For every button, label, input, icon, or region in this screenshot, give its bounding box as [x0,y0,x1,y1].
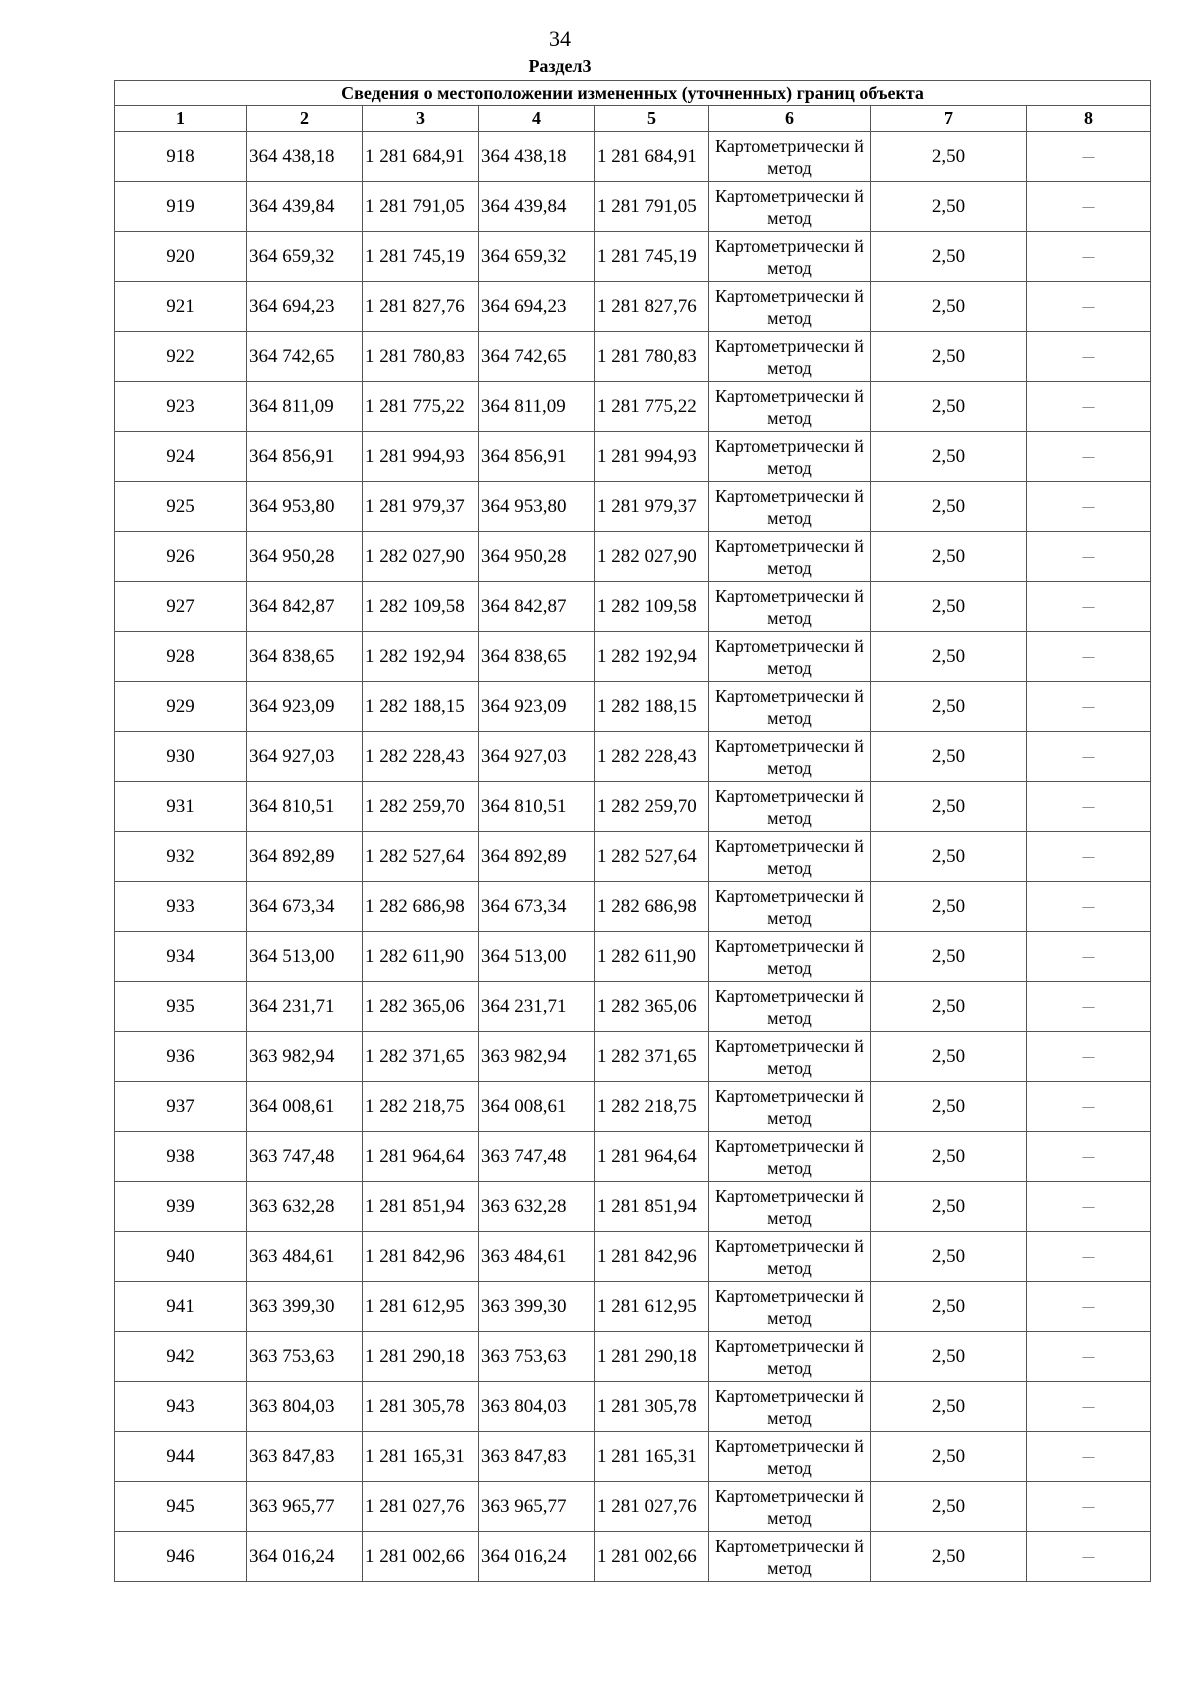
cell-method: Картометрически й метод [709,1032,871,1082]
cell-method: Картометрически й метод [709,682,871,732]
cell-y-new: 1 281 964,64 [595,1132,709,1182]
cell-x-old: 364 950,28 [247,532,363,582]
cell-method: Картометрически й метод [709,882,871,932]
cell-accuracy: 2,50 [871,1432,1027,1482]
table-row [115,982,1151,1032]
cell-x-old: 364 927,03 [247,732,363,782]
cell-method: Картометрически й метод [709,1432,871,1482]
cell-accuracy: 2,50 [871,1032,1027,1082]
cell-y-new: 1 281 002,66 [595,1532,709,1582]
cell-accuracy: 2,50 [871,182,1027,232]
cell-y-new: 1 282 686,98 [595,882,709,932]
cell-accuracy: 2,50 [871,932,1027,982]
cell-x-old: 364 810,51 [247,782,363,832]
cell-accuracy: 2,50 [871,282,1027,332]
cell-x-new: 364 694,23 [479,282,595,332]
table-row [115,932,1151,982]
cell-accuracy: 2,50 [871,132,1027,182]
cell-x-new: 363 982,94 [479,1032,595,1082]
cell-point-number: 941 [115,1282,247,1332]
coordinates-table [114,80,1151,1582]
cell-method: Картометрически й метод [709,1332,871,1382]
cell-y-new: 1 281 979,37 [595,482,709,532]
cell-x-new: 363 747,48 [479,1132,595,1182]
cell-description: — [1027,582,1151,632]
cell-x-new: 364 811,09 [479,382,595,432]
cell-y-new: 1 282 259,70 [595,782,709,832]
table-row [115,882,1151,932]
cell-x-new: 364 950,28 [479,532,595,582]
table-row [115,332,1151,382]
cell-x-new: 364 842,87 [479,582,595,632]
column-number-row [115,106,1151,132]
cell-x-old: 364 892,89 [247,832,363,882]
cell-point-number: 923 [115,382,247,432]
cell-description: — [1027,1532,1151,1582]
cell-x-new: 364 008,61 [479,1082,595,1132]
cell-y-new: 1 282 527,64 [595,832,709,882]
cell-point-number: 944 [115,1432,247,1482]
cell-method: Картометрически й метод [709,782,871,832]
cell-point-number: 918 [115,132,247,182]
cell-method: Картометрически й метод [709,982,871,1032]
table-row [115,682,1151,732]
cell-y-new: 1 282 228,43 [595,732,709,782]
cell-accuracy: 2,50 [871,1482,1027,1532]
cell-x-old: 364 016,24 [247,1532,363,1582]
table-row [115,1032,1151,1082]
cell-description: — [1027,1482,1151,1532]
cell-y-new: 1 281 684,91 [595,132,709,182]
table-row [115,782,1151,832]
cell-y-new: 1 281 842,96 [595,1232,709,1282]
cell-x-old: 363 965,77 [247,1482,363,1532]
column-number-3: 3 [363,106,479,132]
cell-x-old: 364 742,65 [247,332,363,382]
cell-method: Картометрически й метод [709,1382,871,1432]
cell-x-old: 363 753,63 [247,1332,363,1382]
cell-accuracy: 2,50 [871,782,1027,832]
cell-x-new: 364 923,09 [479,682,595,732]
cell-y-old: 1 282 188,15 [363,682,479,732]
cell-y-new: 1 281 994,93 [595,432,709,482]
cell-x-old: 364 438,18 [247,132,363,182]
cell-point-number: 922 [115,332,247,382]
cell-point-number: 926 [115,532,247,582]
cell-accuracy: 2,50 [871,1532,1027,1582]
cell-method: Картометрически й метод [709,532,871,582]
cell-point-number: 932 [115,832,247,882]
cell-description: — [1027,232,1151,282]
cell-point-number: 925 [115,482,247,532]
cell-y-old: 1 282 192,94 [363,632,479,682]
table-row [115,532,1151,582]
cell-x-new: 363 847,83 [479,1432,595,1482]
table-row [115,1432,1151,1482]
cell-y-old: 1 282 686,98 [363,882,479,932]
cell-accuracy: 2,50 [871,732,1027,782]
cell-x-new: 364 838,65 [479,632,595,682]
cell-y-old: 1 281 780,83 [363,332,479,382]
cell-y-old: 1 281 612,95 [363,1282,479,1332]
column-number-5: 5 [595,106,709,132]
cell-description: — [1027,1282,1151,1332]
cell-x-new: 364 659,32 [479,232,595,282]
cell-x-old: 364 673,34 [247,882,363,932]
cell-accuracy: 2,50 [871,982,1027,1032]
cell-method: Картометрически й метод [709,1532,871,1582]
cell-method: Картометрически й метод [709,582,871,632]
cell-method: Картометрически й метод [709,1132,871,1182]
cell-accuracy: 2,50 [871,882,1027,932]
table-row [115,282,1151,332]
cell-description: — [1027,282,1151,332]
cell-y-old: 1 281 994,93 [363,432,479,482]
table-row [115,1282,1151,1332]
cell-description: — [1027,1232,1151,1282]
table-row [115,732,1151,782]
cell-y-old: 1 282 027,90 [363,532,479,582]
cell-y-new: 1 282 188,15 [595,682,709,732]
cell-accuracy: 2,50 [871,1382,1027,1432]
cell-description: — [1027,782,1151,832]
section-title: Раздел3 [528,56,592,76]
cell-y-new: 1 282 365,06 [595,982,709,1032]
cell-method: Картометрически й метод [709,932,871,982]
cell-description: — [1027,682,1151,732]
cell-accuracy: 2,50 [871,482,1027,532]
cell-x-old: 363 804,03 [247,1382,363,1432]
cell-accuracy: 2,50 [871,532,1027,582]
column-number-2: 2 [247,106,363,132]
cell-point-number: 938 [115,1132,247,1182]
cell-y-new: 1 282 611,90 [595,932,709,982]
cell-y-old: 1 281 791,05 [363,182,479,232]
cell-y-new: 1 281 305,78 [595,1382,709,1432]
cell-method: Картометрически й метод [709,1182,871,1232]
cell-y-old: 1 282 611,90 [363,932,479,982]
cell-point-number: 933 [115,882,247,932]
cell-x-old: 364 953,80 [247,482,363,532]
cell-method: Картометрически й метод [709,1082,871,1132]
cell-method: Картометрически й метод [709,432,871,482]
cell-description: — [1027,1132,1151,1182]
cell-y-new: 1 281 780,83 [595,332,709,382]
cell-x-old: 364 694,23 [247,282,363,332]
cell-y-old: 1 281 684,91 [363,132,479,182]
cell-point-number: 945 [115,1482,247,1532]
cell-point-number: 920 [115,232,247,282]
cell-y-old: 1 281 027,76 [363,1482,479,1532]
cell-point-number: 921 [115,282,247,332]
cell-x-old: 363 982,94 [247,1032,363,1082]
cell-x-old: 363 747,48 [247,1132,363,1182]
cell-point-number: 924 [115,432,247,482]
cell-method: Картометрически й метод [709,332,871,382]
table-row [115,1082,1151,1132]
cell-point-number: 939 [115,1182,247,1232]
cell-method: Картометрически й метод [709,132,871,182]
cell-x-old: 363 399,30 [247,1282,363,1332]
cell-x-old: 363 847,83 [247,1432,363,1482]
cell-y-old: 1 282 109,58 [363,582,479,632]
cell-description: — [1027,182,1151,232]
table-row [115,232,1151,282]
cell-y-old: 1 281 851,94 [363,1182,479,1232]
cell-x-new: 363 484,61 [479,1232,595,1282]
column-number-8: 8 [1027,106,1151,132]
table-row [115,1382,1151,1432]
cell-y-old: 1 281 002,66 [363,1532,479,1582]
cell-point-number: 928 [115,632,247,682]
table-caption: Сведения о местоположении измененных (уточненных) границ объекта [115,81,1151,106]
table-row [115,182,1151,232]
cell-y-old: 1 281 165,31 [363,1432,479,1482]
cell-description: — [1027,332,1151,382]
cell-y-new: 1 281 612,95 [595,1282,709,1332]
cell-point-number: 935 [115,982,247,1032]
cell-description: — [1027,1332,1151,1382]
cell-x-old: 364 856,91 [247,432,363,482]
cell-description: — [1027,1432,1151,1482]
table-row [115,382,1151,432]
cell-description: — [1027,732,1151,782]
cell-point-number: 930 [115,732,247,782]
cell-point-number: 936 [115,1032,247,1082]
cell-y-new: 1 281 827,76 [595,282,709,332]
cell-point-number: 940 [115,1232,247,1282]
cell-description: — [1027,482,1151,532]
cell-y-new: 1 282 192,94 [595,632,709,682]
cell-y-old: 1 282 218,75 [363,1082,479,1132]
table-row [115,1332,1151,1382]
cell-accuracy: 2,50 [871,1232,1027,1282]
cell-x-new: 364 438,18 [479,132,595,182]
cell-x-old: 364 231,71 [247,982,363,1032]
table-row [115,1132,1151,1182]
cell-accuracy: 2,50 [871,382,1027,432]
column-number-1: 1 [115,106,247,132]
cell-x-old: 364 923,09 [247,682,363,732]
cell-description: — [1027,882,1151,932]
cell-point-number: 927 [115,582,247,632]
cell-accuracy: 2,50 [871,1182,1027,1232]
table-row [115,1232,1151,1282]
cell-y-old: 1 282 365,06 [363,982,479,1032]
cell-accuracy: 2,50 [871,582,1027,632]
cell-description: — [1027,1082,1151,1132]
cell-y-old: 1 282 527,64 [363,832,479,882]
cell-y-old: 1 281 290,18 [363,1332,479,1382]
cell-x-new: 364 810,51 [479,782,595,832]
cell-y-new: 1 281 775,22 [595,382,709,432]
cell-description: — [1027,432,1151,482]
cell-method: Картометрически й метод [709,232,871,282]
cell-accuracy: 2,50 [871,332,1027,382]
cell-x-new: 364 856,91 [479,432,595,482]
cell-y-old: 1 281 775,22 [363,382,479,432]
cell-accuracy: 2,50 [871,1132,1027,1182]
cell-y-new: 1 282 027,90 [595,532,709,582]
table-row [115,1182,1151,1232]
cell-x-new: 363 632,28 [479,1182,595,1232]
cell-x-old: 364 008,61 [247,1082,363,1132]
cell-y-old: 1 281 827,76 [363,282,479,332]
cell-x-old: 363 632,28 [247,1182,363,1232]
cell-x-new: 364 513,00 [479,932,595,982]
cell-point-number: 931 [115,782,247,832]
cell-point-number: 942 [115,1332,247,1382]
cell-description: — [1027,382,1151,432]
table-row [115,632,1151,682]
cell-x-old: 364 513,00 [247,932,363,982]
cell-accuracy: 2,50 [871,632,1027,682]
cell-point-number: 929 [115,682,247,732]
cell-accuracy: 2,50 [871,232,1027,282]
cell-accuracy: 2,50 [871,1332,1027,1382]
cell-method: Картометрически й метод [709,182,871,232]
cell-description: — [1027,1182,1151,1232]
cell-y-new: 1 281 791,05 [595,182,709,232]
cell-y-old: 1 281 979,37 [363,482,479,532]
table-row [115,432,1151,482]
cell-description: — [1027,532,1151,582]
cell-accuracy: 2,50 [871,682,1027,732]
cell-description: — [1027,932,1151,982]
cell-y-old: 1 282 228,43 [363,732,479,782]
cell-point-number: 946 [115,1532,247,1582]
table-row [115,132,1151,182]
cell-y-new: 1 281 027,76 [595,1482,709,1532]
cell-y-old: 1 281 305,78 [363,1382,479,1432]
cell-y-new: 1 281 165,31 [595,1432,709,1482]
cell-x-new: 363 804,03 [479,1382,595,1432]
cell-x-old: 364 811,09 [247,382,363,432]
cell-x-old: 363 484,61 [247,1232,363,1282]
cell-x-old: 364 842,87 [247,582,363,632]
cell-y-old: 1 281 842,96 [363,1232,479,1282]
cell-y-new: 1 282 371,65 [595,1032,709,1082]
cell-x-new: 363 753,63 [479,1332,595,1382]
cell-y-new: 1 281 290,18 [595,1332,709,1382]
cell-y-new: 1 281 745,19 [595,232,709,282]
column-number-4: 4 [479,106,595,132]
cell-description: — [1027,832,1151,882]
cell-x-old: 364 659,32 [247,232,363,282]
cell-description: — [1027,1382,1151,1432]
table-row [115,1482,1151,1532]
table-row [115,832,1151,882]
cell-method: Картометрически й метод [709,282,871,332]
cell-x-old: 364 838,65 [247,632,363,682]
table-body [115,132,1151,1582]
cell-x-new: 364 927,03 [479,732,595,782]
table-row [115,1532,1151,1582]
cell-accuracy: 2,50 [871,1082,1027,1132]
cell-x-new: 364 953,80 [479,482,595,532]
cell-description: — [1027,132,1151,182]
cell-description: — [1027,632,1151,682]
cell-x-new: 364 892,89 [479,832,595,882]
cell-point-number: 937 [115,1082,247,1132]
cell-x-new: 364 439,84 [479,182,595,232]
cell-y-new: 1 282 109,58 [595,582,709,632]
cell-accuracy: 2,50 [871,432,1027,482]
cell-x-new: 363 965,77 [479,1482,595,1532]
column-number-7: 7 [871,106,1027,132]
cell-y-old: 1 282 259,70 [363,782,479,832]
column-number-6: 6 [709,106,871,132]
cell-y-old: 1 281 745,19 [363,232,479,282]
cell-x-new: 363 399,30 [479,1282,595,1332]
cell-y-old: 1 281 964,64 [363,1132,479,1182]
page-number: 34 [549,26,571,51]
table-row [115,482,1151,532]
cell-description: — [1027,1032,1151,1082]
cell-y-new: 1 282 218,75 [595,1082,709,1132]
table-row [115,582,1151,632]
cell-x-new: 364 673,34 [479,882,595,932]
cell-method: Картометрически й метод [709,632,871,682]
cell-point-number: 934 [115,932,247,982]
cell-method: Картометрически й метод [709,1482,871,1532]
cell-method: Картометрически й метод [709,1232,871,1282]
cell-method: Картометрически й метод [709,382,871,432]
cell-y-new: 1 281 851,94 [595,1182,709,1232]
cell-point-number: 919 [115,182,247,232]
cell-method: Картометрически й метод [709,732,871,782]
cell-method: Картометрически й метод [709,832,871,882]
cell-description: — [1027,982,1151,1032]
cell-x-new: 364 016,24 [479,1532,595,1582]
cell-method: Картометрически й метод [709,1282,871,1332]
cell-x-new: 364 231,71 [479,982,595,1032]
cell-x-new: 364 742,65 [479,332,595,382]
cell-x-old: 364 439,84 [247,182,363,232]
cell-accuracy: 2,50 [871,1282,1027,1332]
cell-point-number: 943 [115,1382,247,1432]
cell-y-old: 1 282 371,65 [363,1032,479,1082]
cell-accuracy: 2,50 [871,832,1027,882]
cell-method: Картометрически й метод [709,482,871,532]
